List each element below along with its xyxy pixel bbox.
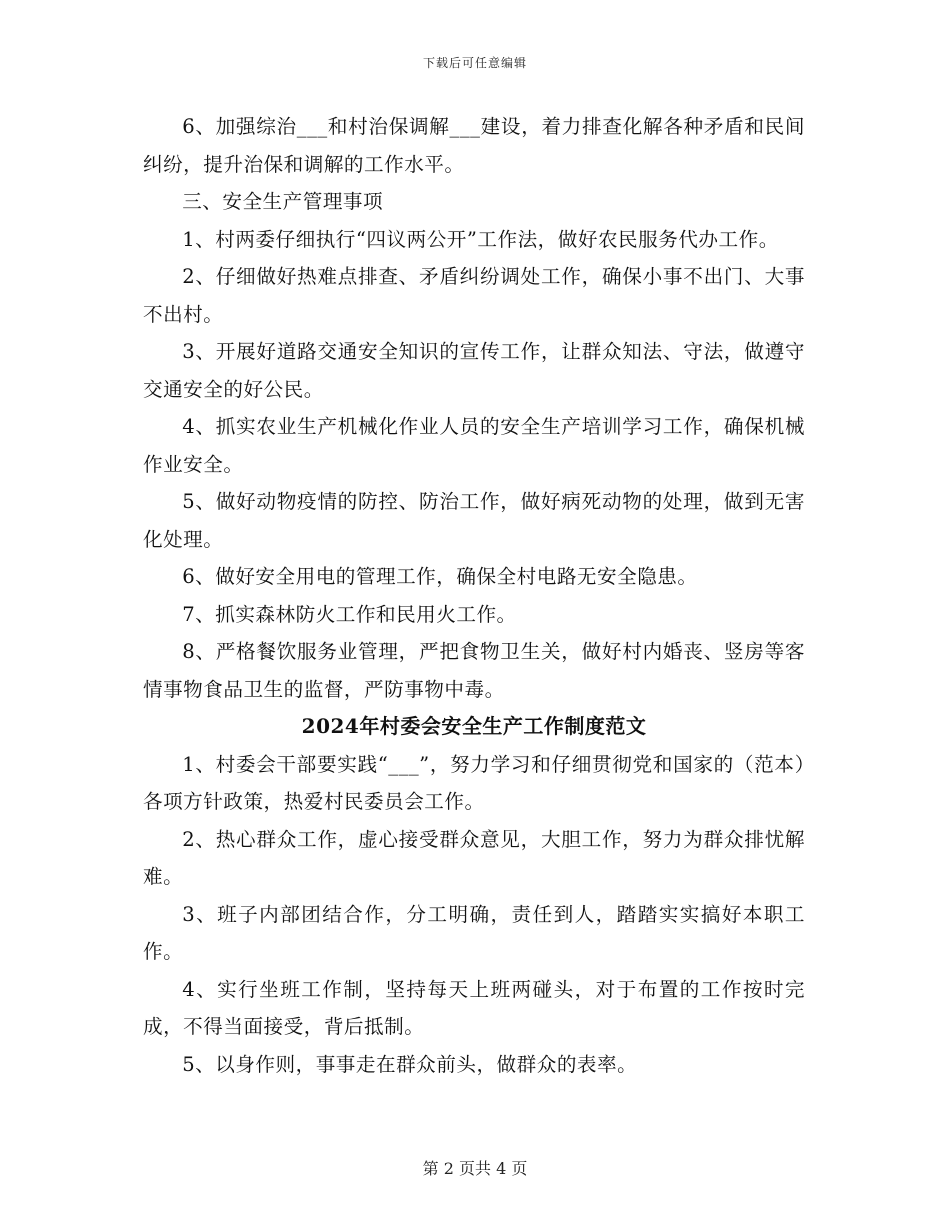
paragraph-safety-item-5: 5、做好动物疫情的防控、防治工作，做好病死动物的处理，做到无害化处理。 bbox=[143, 490, 805, 551]
paragraph-safety-item-4: 4、抓实农业生产机械化作业人员的安全生产培训学习工作，确保机械作业安全。 bbox=[143, 415, 805, 476]
paragraph-safety-item-8: 8、严格餐饮服务业管理，严把食物卫生关，做好村内婚丧、竖房等客情事物食品卫生的监督，严防事物中毒。 bbox=[143, 640, 805, 701]
page-footer: 第 2 页共 4 页 bbox=[422, 1159, 528, 1178]
paragraph-rule-item-1: 1、村委会干部要实践“___”，努力学习和仔细贯彻党和国家的（范本）各项方针政策，热爱村民委员会工作。 bbox=[143, 752, 805, 813]
document-title: 2024年村委会安全生产工作制度范文 bbox=[301, 714, 647, 738]
section-heading-safety: 三、安全生产管理事项 bbox=[182, 190, 384, 213]
paragraph-part1-item-6: 6、加强综治___和村治保调解___建设，着力排查化解各种矛盾和民间纠纷，提升治保和调解的工作水平。 bbox=[143, 115, 805, 176]
paragraph-rule-item-5: 5、以身作则，事事走在群众前头，做群众的表率。 bbox=[182, 1052, 638, 1076]
paragraph-rule-item-3: 3、班子内部团结合作，分工明确，责任到人，踏踏实实搞好本职工作。 bbox=[143, 902, 805, 963]
paragraph-safety-item-1: 1、村两委仔细执行“四议两公开”工作法，做好农民服务代办工作。 bbox=[182, 227, 779, 251]
paragraph-rule-item-2: 2、热心群众工作，虚心接受群众意见，大胆工作，努力为群众排忧解难。 bbox=[143, 827, 805, 888]
paragraph-safety-item-2: 2、仔细做好热难点排查、矛盾纠纷调处工作，确保小事不出门、大事不出村。 bbox=[143, 265, 805, 326]
paragraph-safety-item-6: 6、做好安全用电的管理工作，确保全村电路无安全隐患。 bbox=[182, 565, 698, 588]
page-header: 下载后可任意编辑 bbox=[422, 56, 527, 70]
paragraph-safety-item-3: 3、开展好道路交通安全知识的宣传工作，让群众知法、守法，做遵守交通安全的好公民。 bbox=[143, 340, 805, 401]
paragraph-rule-item-4: 4、实行坐班工作制，坚持每天上班两碰头，对于布置的工作按时完成，不得当面接受，背后抵制。 bbox=[143, 977, 805, 1038]
paragraph-safety-item-7: 7、抓实森林防火工作和民用火工作。 bbox=[182, 602, 517, 626]
document-body bbox=[143, 108, 805, 1083]
